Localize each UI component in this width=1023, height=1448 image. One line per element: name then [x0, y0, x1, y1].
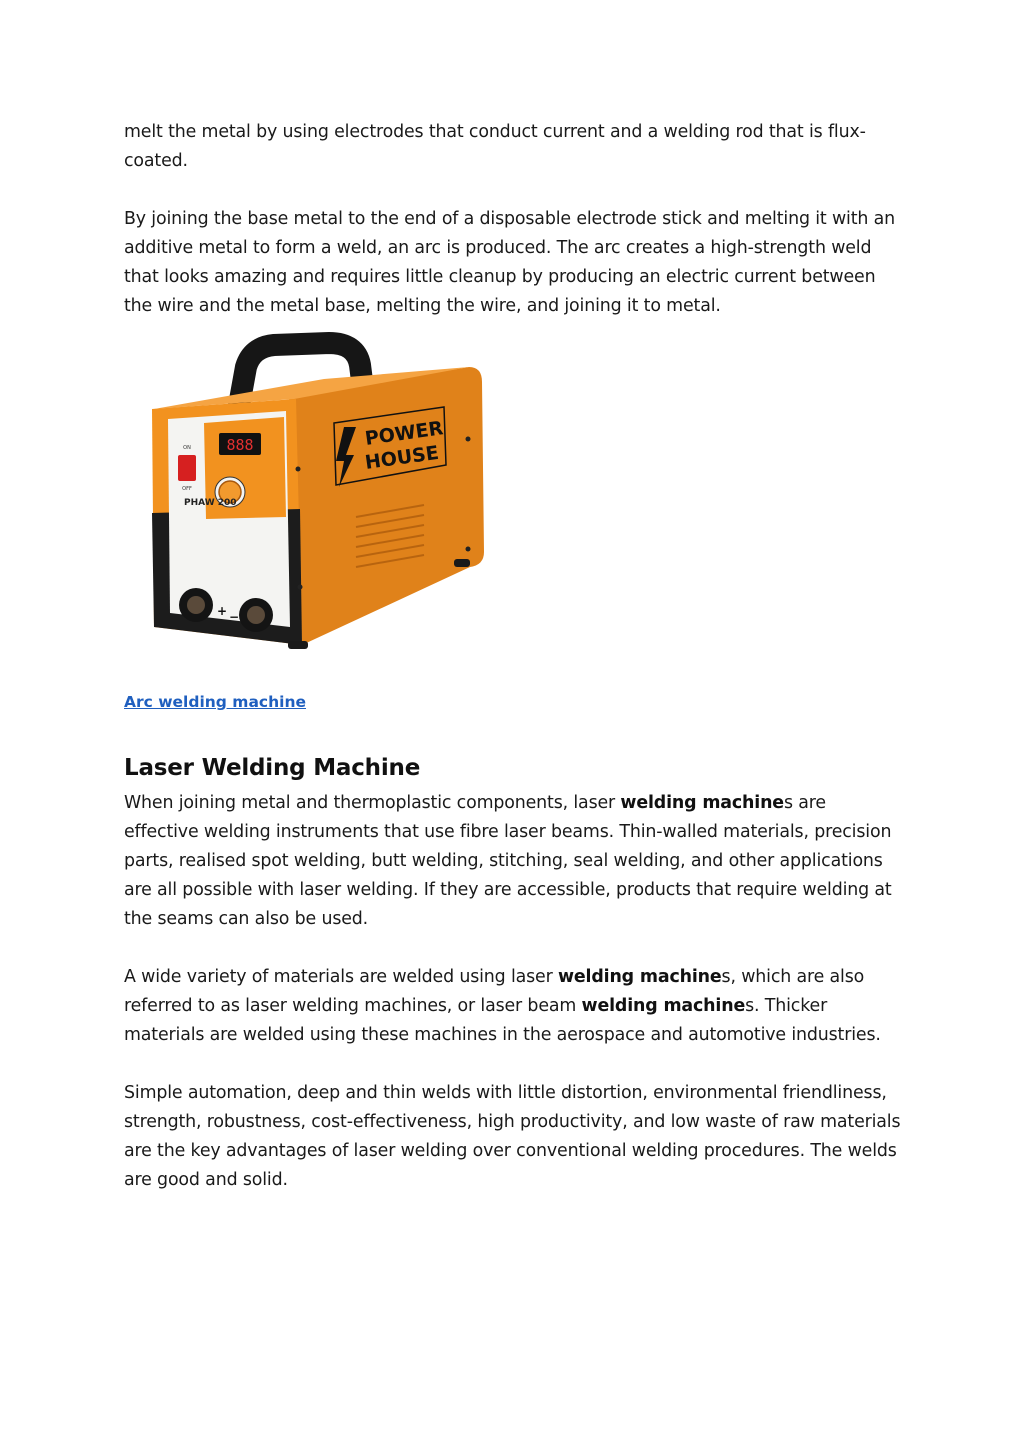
side-panel	[289, 367, 484, 645]
laser-paragraph-3: Simple automation, deep and thin welds with little distortion, environmental friendliness, strength, robustness, cost-effectiveness, high productivity, and low waste of raw materials are the key advantages of laser welding over conventional welding procedures. The welds are good and solid.	[124, 1083, 901, 1190]
svg-text:HOUSE: HOUSE	[363, 441, 441, 474]
laser-paragraph-1: When joining metal and thermoplastic components, laser welding machines are effective welding instruments that use fibre laser beams. Thin-walled materials, precision parts, realised spot welding, butt welding, stitching, seal welding, and other applications are all possible with laser welding. If they are accessible, products that require welding at the seams can also be used.	[124, 793, 892, 929]
switch-off-label: OFF	[182, 486, 192, 492]
section-heading: Laser Welding Machine	[124, 755, 421, 781]
keyword-link: welding machine	[581, 996, 746, 1016]
switch-on-label: ON	[183, 445, 191, 451]
keyword-link: welding machine	[557, 967, 722, 987]
arc-welding-machine-link[interactable]: Arc welding machine	[124, 693, 306, 711]
power-switch	[178, 455, 196, 481]
display-digits: 888	[226, 436, 254, 454]
laser-paragraph-2: A wide variety of materials are welded using laser welding machines, which are also referred to as laser welding machines, or laser beam welding machines. Thicker materials are welded using these machines in the aerospace and automotive industries.	[124, 967, 881, 1045]
intro-paragraph-1: melt the metal by using electrodes that conduct current and a welding rod that is flux-coated.	[124, 122, 866, 171]
keyword-link: welding machine	[620, 793, 784, 813]
positive-symbol: +	[217, 604, 228, 618]
intro-paragraph-2: By joining the base metal to the end of a disposable electrode stick and melting it with an additive metal to form a weld, an arc is produced. The arc creates a high-strength weld that looks amazing and requires little cleanup by producing an electric current between the wire and the metal base, melting the wire, and joining it to metal.	[124, 209, 896, 316]
svg-text:POWER: POWER	[363, 417, 445, 450]
document-page	[124, 118, 904, 1195]
arc-welding-machine-image	[124, 327, 494, 659]
model-label: PHAW 200	[184, 498, 237, 508]
negative-symbol: −	[229, 610, 240, 624]
